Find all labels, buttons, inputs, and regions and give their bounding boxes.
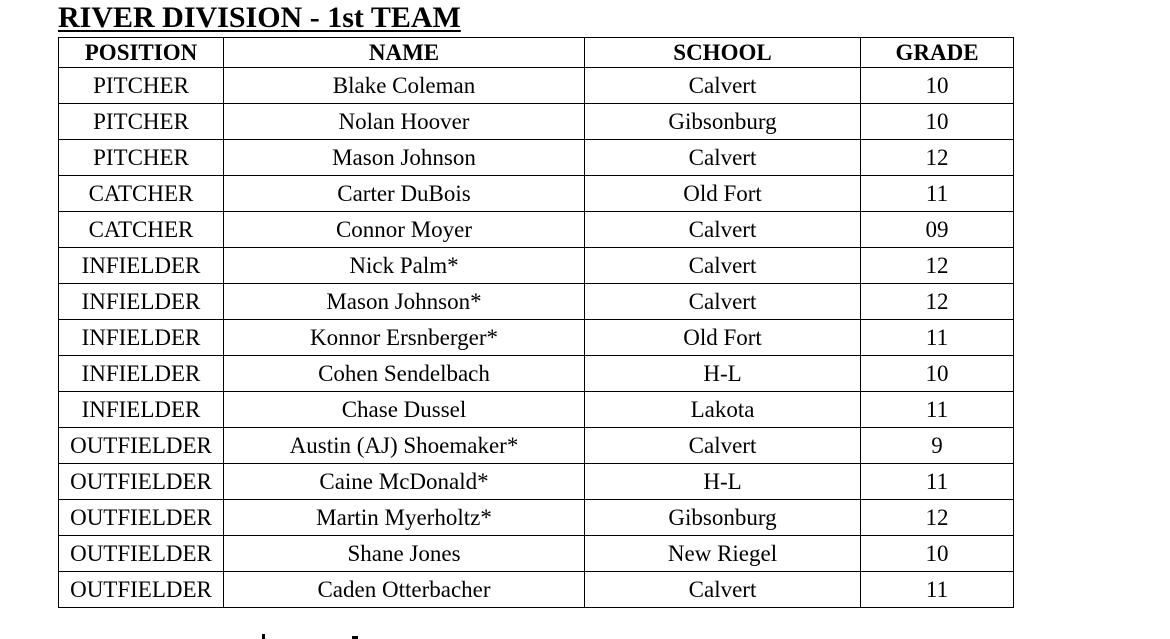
table-row: [59, 68, 1014, 104]
table-row: [59, 428, 1014, 464]
cell-school: Calvert: [585, 284, 861, 320]
cell-school: Calvert: [585, 572, 861, 608]
cell-position: INFIELDER: [59, 320, 224, 356]
cell-position: PITCHER: [59, 68, 224, 104]
cell-name: Chase Dussel: [224, 392, 585, 428]
cell-position: OUTFIELDER: [59, 536, 224, 572]
cell-grade: 11: [861, 392, 1014, 428]
cell-school: Calvert: [585, 248, 861, 284]
cell-school: Old Fort: [585, 320, 861, 356]
table-row: [59, 464, 1014, 500]
cell-position: INFIELDER: [59, 356, 224, 392]
cell-position: OUTFIELDER: [59, 464, 224, 500]
cell-position: INFIELDER: [59, 248, 224, 284]
cell-school: Lakota: [585, 392, 861, 428]
cell-grade: 10: [861, 68, 1014, 104]
cell-grade: 09: [861, 212, 1014, 248]
table-row: [59, 248, 1014, 284]
column-header-school: SCHOOL: [585, 38, 861, 68]
column-header-name: NAME: [224, 38, 585, 68]
table-row: [59, 536, 1014, 572]
cell-position: OUTFIELDER: [59, 500, 224, 536]
table-row: [59, 356, 1014, 392]
cell-position: INFIELDER: [59, 284, 224, 320]
cell-name: Caine McDonald*: [224, 464, 585, 500]
cell-name: Martin Myerholtz*: [224, 500, 585, 536]
cell-school: Calvert: [585, 428, 861, 464]
cell-grade: 12: [861, 140, 1014, 176]
cropped-text-fragment: [260, 630, 360, 639]
cell-grade: 10: [861, 104, 1014, 140]
cell-position: PITCHER: [59, 140, 224, 176]
cell-grade: 11: [861, 464, 1014, 500]
cell-name: Blake Coleman: [224, 68, 585, 104]
cell-name: Nick Palm*: [224, 248, 585, 284]
cell-school: Old Fort: [585, 176, 861, 212]
cell-name: Shane Jones: [224, 536, 585, 572]
cell-school: New Riegel: [585, 536, 861, 572]
cell-position: PITCHER: [59, 104, 224, 140]
table-row: [59, 392, 1014, 428]
cell-school: Calvert: [585, 68, 861, 104]
cell-position: CATCHER: [59, 176, 224, 212]
cell-position: OUTFIELDER: [59, 428, 224, 464]
table-row: [59, 320, 1014, 356]
table-row: [59, 140, 1014, 176]
table-row: [59, 212, 1014, 248]
cell-name: Konnor Ersnberger*: [224, 320, 585, 356]
cell-grade: 12: [861, 500, 1014, 536]
header-row: [59, 38, 1014, 68]
table-row: [59, 104, 1014, 140]
cell-name: Carter DuBois: [224, 176, 585, 212]
table-row: [59, 284, 1014, 320]
cell-name: Nolan Hoover: [224, 104, 585, 140]
cell-position: OUTFIELDER: [59, 572, 224, 608]
page-title: RIVER DIVISION - 1st TEAM: [58, 1, 461, 34]
cell-name: Mason Johnson: [224, 140, 585, 176]
cell-grade: 12: [861, 248, 1014, 284]
table-row: [59, 572, 1014, 608]
cell-name: Connor Moyer: [224, 212, 585, 248]
cell-grade: 11: [861, 320, 1014, 356]
cell-school: Calvert: [585, 212, 861, 248]
cell-name: Mason Johnson*: [224, 284, 585, 320]
cell-school: H-L: [585, 356, 861, 392]
cell-grade: 10: [861, 536, 1014, 572]
cell-school: Gibsonburg: [585, 104, 861, 140]
cell-grade: 9: [861, 428, 1014, 464]
cell-school: Calvert: [585, 140, 861, 176]
cell-school: Gibsonburg: [585, 500, 861, 536]
column-header-grade: GRADE: [861, 38, 1014, 68]
table-row: [59, 500, 1014, 536]
cell-grade: 12: [861, 284, 1014, 320]
cell-grade: 10: [861, 356, 1014, 392]
cell-grade: 11: [861, 572, 1014, 608]
roster-table: [58, 37, 1014, 608]
table-row: [59, 176, 1014, 212]
cell-name: Cohen Sendelbach: [224, 356, 585, 392]
cell-name: Caden Otterbacher: [224, 572, 585, 608]
cell-name: Austin (AJ) Shoemaker*: [224, 428, 585, 464]
cell-grade: 11: [861, 176, 1014, 212]
cell-school: H-L: [585, 464, 861, 500]
cell-position: CATCHER: [59, 212, 224, 248]
cell-position: INFIELDER: [59, 392, 224, 428]
column-header-position: POSITION: [59, 38, 224, 68]
